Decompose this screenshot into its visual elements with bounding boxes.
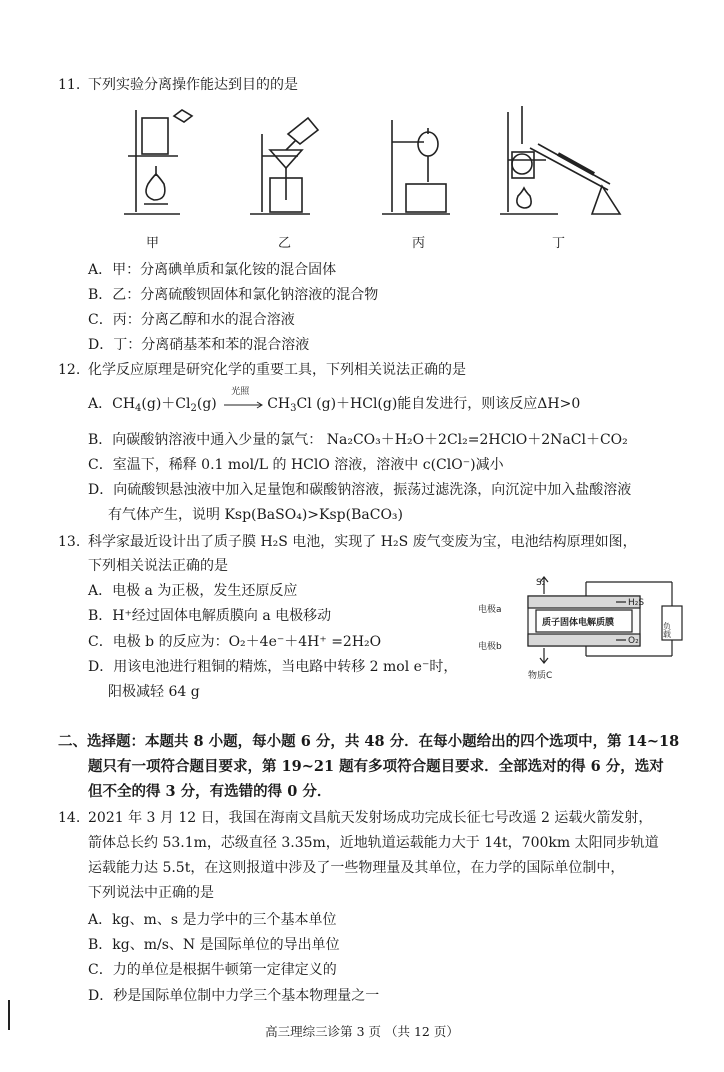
q12-option-c: C．室温下，稀释 0.1 mol/L 的 HClO 溶液，溶液中 c(ClO⁻)减小 bbox=[88, 457, 504, 473]
diagram-label-product: 物质C bbox=[528, 671, 553, 681]
section2-heading-cont-1: 题只有一项符合题目要求，第 19~21 题有多项符合题目要求．全部选对的得 6 分，选对 bbox=[88, 758, 664, 775]
q12-number: 12. bbox=[58, 362, 81, 378]
figure-label-jia: 甲 bbox=[146, 236, 160, 251]
q12-stem: 12. 化学反应原理是研究化学的重要工具，下列相关说法正确的是 bbox=[58, 362, 466, 378]
q14-stem: 14. 2021 年 3 月 12 日，我国在海南文昌航天发射场成功完成长征七号改遥 2 运载火箭发射， bbox=[58, 810, 653, 826]
q14-option-c: C．力的单位是根据牛顿第一定律定义的 bbox=[88, 962, 337, 978]
q11-number: 11. bbox=[58, 77, 81, 93]
diagram-label-h2s: H₂S bbox=[628, 598, 645, 608]
diagram-label-electrode-b: 电极b bbox=[478, 642, 502, 652]
q14-option-a: A．kg、m、s 是力学中的三个基本单位 bbox=[88, 912, 337, 928]
diagram-label-s2: S₂ bbox=[536, 578, 546, 588]
diagram-label-o2: O₂ bbox=[628, 636, 639, 646]
section2-heading: 二、选择题：本题共 8 小题，每小题 6 分，共 48 分．在每小题给出的四个选项中，第 14~18 bbox=[58, 733, 680, 750]
diagram-label-load: 负载 bbox=[662, 622, 672, 638]
q12-option-d-cont: 有气体产生，说明 Ksp(BaSO₄)>Ksp(BaCO₃) bbox=[108, 507, 403, 523]
q13-stem: 13. 科学家最近设计出了质子膜 H₂S 电池，实现了 H₂S 废气变废为宝，电池结构原理如图， bbox=[58, 534, 637, 550]
q12-option-d: D．向硫酸钡悬浊液中加入足量饱和碳酸钠溶液，振荡过滤洗涤，向沉淀中加入盐酸溶液 bbox=[88, 482, 632, 498]
q11-option-d: D．丁：分离硝基苯和苯的混合溶液 bbox=[88, 337, 310, 353]
diagram-label-electrode-a: 电极a bbox=[478, 605, 502, 615]
apparatus-jia bbox=[124, 110, 192, 214]
page-footer: 高三理综三诊第 3 页 （共 12 页） bbox=[265, 1024, 459, 1039]
apparatus-yi bbox=[250, 118, 318, 214]
q13-option-c: C．电极 b 的反应为：O₂＋4e⁻＋4H⁺ =2H₂O bbox=[88, 634, 382, 650]
figure-label-ding: 丁 bbox=[552, 236, 566, 251]
figure-label-bing: 丙 bbox=[412, 236, 426, 251]
apparatus-bing bbox=[382, 120, 450, 214]
apparatus-ding bbox=[500, 106, 620, 214]
q12-option-b: B．向碳酸钠溶液中通入少量的氯气： Na₂CO₃＋H₂O＋2Cl₂=2HClO＋2NaCl＋CO₂ bbox=[88, 432, 628, 448]
q11-option-c: C．丙：分离乙醇和水的混合溶液 bbox=[88, 312, 295, 328]
q14-stem-cont-2: 运载能力达 5.5t，在这则报道中涉及了一些物理量及其单位，在力学的国际单位制中， bbox=[88, 860, 625, 876]
q13-stem-cont: 下列相关说法正确的是 bbox=[88, 558, 228, 574]
q14-stem-cont-3: 下列说法中正确的是 bbox=[88, 885, 214, 901]
q13-option-d: D．用该电池进行粗铜的精炼，当电路中转移 2 mol e⁻时， bbox=[88, 659, 458, 675]
q11-apparatus-figure bbox=[118, 104, 638, 234]
q14-option-b: B．kg、m/s、N 是国际单位的导出单位 bbox=[88, 937, 340, 953]
figure-label-yi: 乙 bbox=[278, 236, 292, 251]
q13-option-d-cont: 阳极减轻 64 g bbox=[108, 684, 200, 700]
q11-option-b: B．乙：分离硫酸钡固体和氯化钠溶液的混合物 bbox=[88, 287, 379, 303]
q11-stem: 11. 下列实验分离操作能达到目的的是 bbox=[58, 77, 298, 93]
reaction-arrow: 光照 bbox=[223, 397, 265, 411]
q13-number: 13. bbox=[58, 534, 81, 550]
section2-heading-cont-2: 但不全的得 3 分，有选错的得 0 分． bbox=[88, 783, 332, 800]
q14-option-d: D．秒是国际单位制中力学三个基本物理量之一 bbox=[88, 988, 380, 1004]
q13-option-b: B．H⁺经过固体电解质膜向 a 电极移动 bbox=[88, 608, 332, 624]
q13-battery-diagram bbox=[476, 572, 696, 684]
q14-number: 14. bbox=[58, 810, 81, 826]
q14-stem-cont-1: 箭体总长约 53.1m，芯级直径 3.35m，近地轨道运载能力大于 14t，700km 太阳同步轨道 bbox=[88, 835, 659, 851]
q13-option-a: A．电极 a 为正极，发生还原反应 bbox=[88, 583, 298, 599]
q12-option-a: A．$CH_4(g)+Cl_2(g)$ 光照 $CH_3Cl$ (g)＋HCl(g)能自发进行，则该反应ΔH>0 bbox=[88, 387, 581, 414]
q11-option-a: A．甲：分离碘单质和氯化铵的混合固体 bbox=[88, 262, 337, 278]
diagram-label-membrane: 质子固体电解质膜 bbox=[542, 618, 615, 628]
